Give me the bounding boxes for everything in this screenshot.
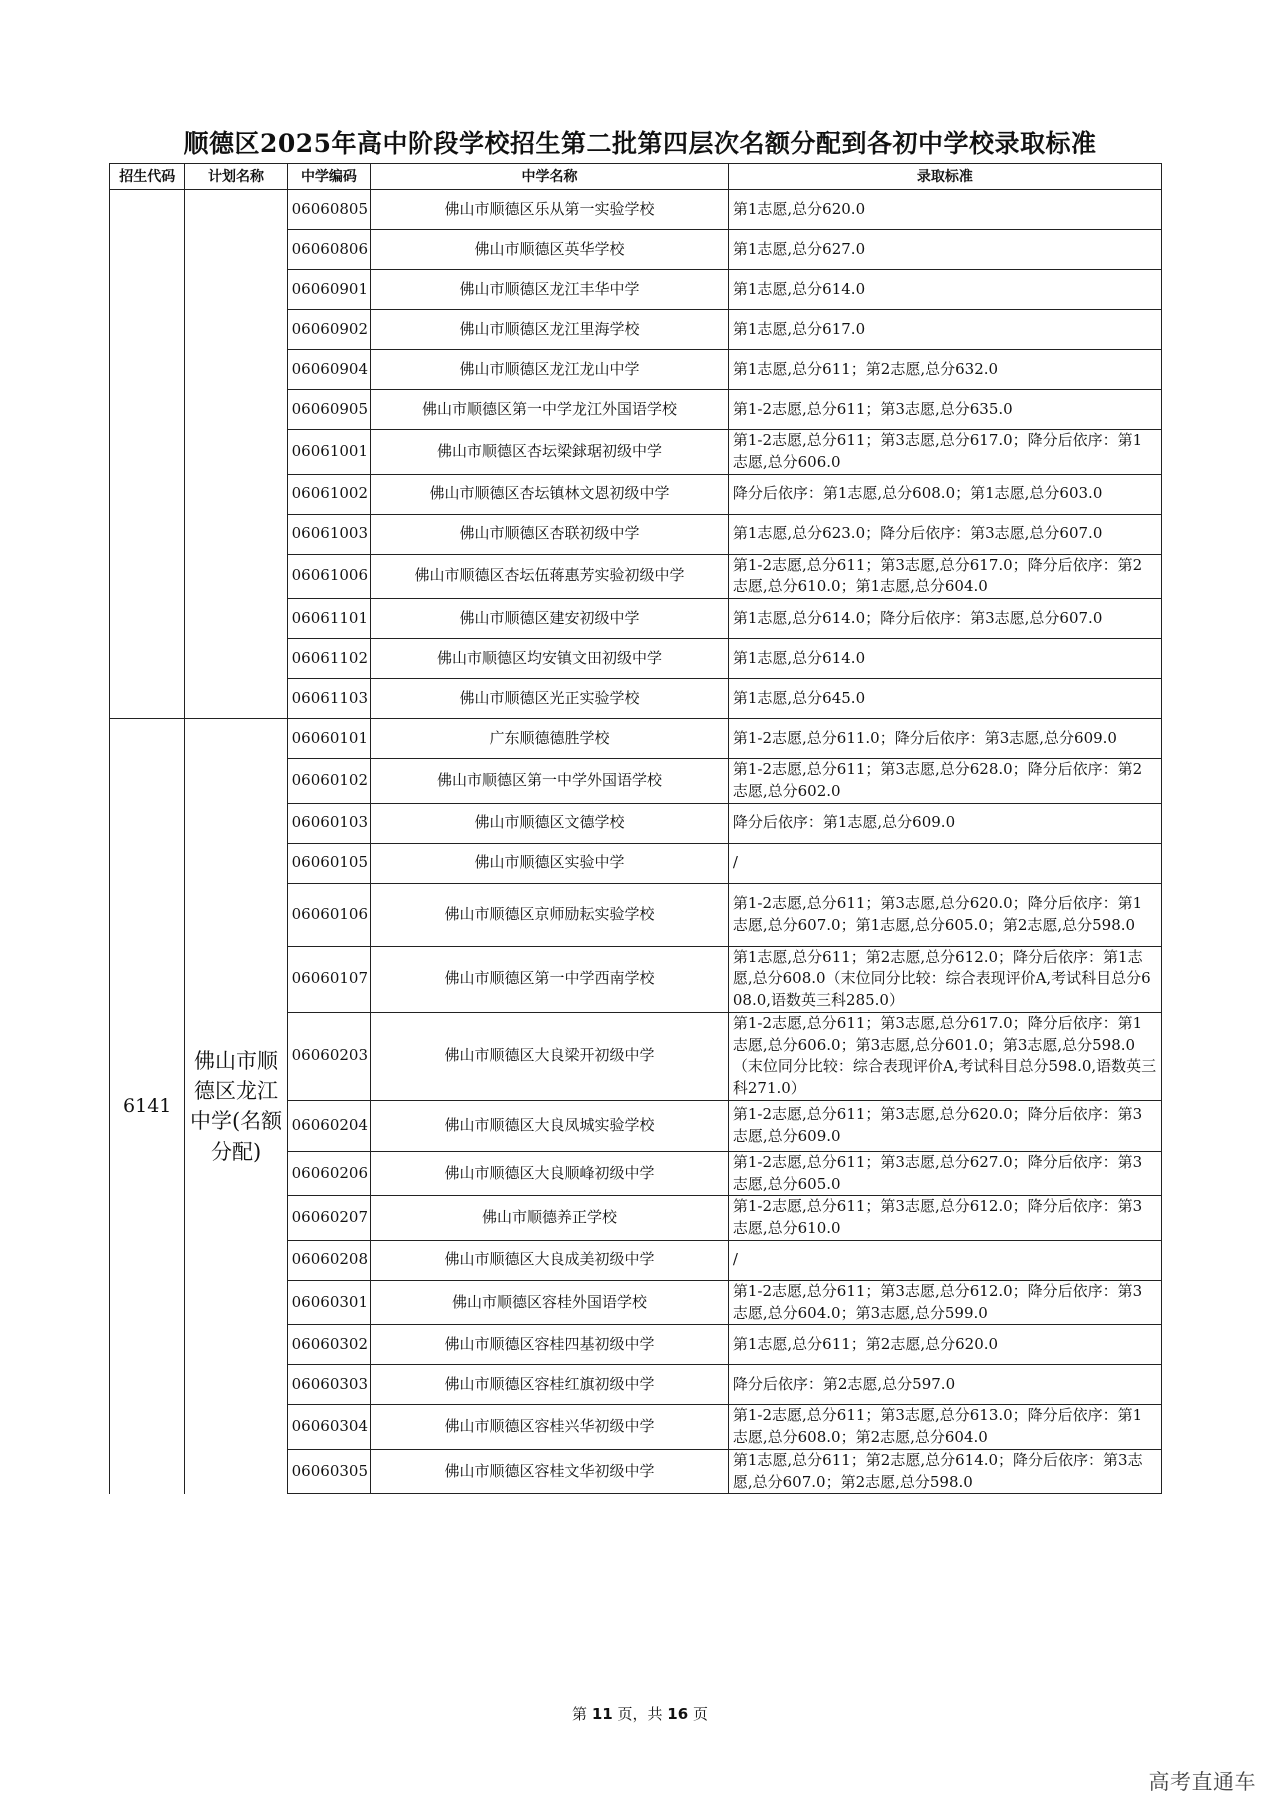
table-row (110, 719, 1162, 759)
school-code-cell: 06060303 (287, 1365, 371, 1405)
criteria-cell: 降分后依序：第1志愿,总分608.0；第1志愿,总分603.0 (728, 474, 1161, 514)
school-code-cell: 06060305 (287, 1449, 371, 1494)
school-code-cell: 06061006 (287, 554, 371, 599)
plan-code-cell (110, 190, 185, 719)
school-name-cell: 佛山市顺德养正学校 (371, 1196, 729, 1241)
school-name-cell: 佛山市顺德区第一中学西南学校 (371, 946, 729, 1012)
school-name-cell: 佛山市顺德区大良梁开初级中学 (371, 1012, 729, 1100)
school-name-cell: 佛山市顺德区杏联初级中学 (371, 514, 729, 554)
criteria-cell: 第1-2志愿,总分611；第3志愿,总分620.0；降分后依序：第3志愿,总分609.0 (728, 1100, 1161, 1151)
school-code-cell: 06060301 (287, 1280, 371, 1325)
criteria-cell: 第1志愿,总分611；第2志愿,总分612.0；降分后依序：第1志愿,总分608.0（末位同分比较：综合表现评价A,考试科目总分608.0,语数英三科285.0） (728, 946, 1161, 1012)
criteria-cell: 第1-2志愿,总分611；第3志愿,总分628.0；降分后依序：第2志愿,总分602.0 (728, 759, 1161, 804)
school-name-cell: 佛山市顺德区实验中学 (371, 843, 729, 883)
school-code-cell: 06060905 (287, 390, 371, 430)
school-name-cell: 佛山市顺德区容桂四基初级中学 (371, 1325, 729, 1365)
criteria-cell: 第1-2志愿,总分611；第3志愿,总分617.0；降分后依序：第1志愿,总分606.0；第3志愿,总分601.0；第3志愿,总分598.0（末位同分比较：综合表现评价A,考试科目总分598.0,语数英三科271.0） (728, 1012, 1161, 1100)
header-plan-code: 招生代码 (110, 164, 185, 190)
criteria-cell: 第1志愿,总分627.0 (728, 230, 1161, 270)
school-name-cell: 佛山市顺德区第一中学龙江外国语学校 (371, 390, 729, 430)
criteria-cell: 第1-2志愿,总分611.0；降分后依序：第3志愿,总分609.0 (728, 719, 1161, 759)
footer-total-pages: 16 (667, 1705, 689, 1723)
school-name-cell: 佛山市顺德区容桂红旗初级中学 (371, 1365, 729, 1405)
school-code-cell: 06061002 (287, 474, 371, 514)
school-name-cell: 佛山市顺德区建安初级中学 (371, 599, 729, 639)
criteria-cell: 第1-2志愿,总分611；第3志愿,总分620.0；降分后依序：第1志愿,总分607.0；第1志愿,总分605.0；第2志愿,总分598.0 (728, 883, 1161, 946)
criteria-cell: 降分后依序：第1志愿,总分609.0 (728, 803, 1161, 843)
school-name-cell: 佛山市顺德区均安镇文田初级中学 (371, 639, 729, 679)
school-code-cell: 06060107 (287, 946, 371, 1012)
school-code-cell: 06060302 (287, 1325, 371, 1365)
school-code-cell: 06060204 (287, 1100, 371, 1151)
school-code-cell: 06060902 (287, 310, 371, 350)
footer-mid: 页，共 (617, 1705, 663, 1723)
school-code-cell: 06060304 (287, 1405, 371, 1450)
criteria-cell: 第1志愿,总分645.0 (728, 679, 1161, 719)
school-code-cell: 06060101 (287, 719, 371, 759)
school-code-cell: 06060103 (287, 803, 371, 843)
school-code-cell: 06060901 (287, 270, 371, 310)
criteria-cell: 第1志愿,总分614.0；降分后依序：第3志愿,总分607.0 (728, 599, 1161, 639)
school-name-cell: 佛山市顺德区乐从第一实验学校 (371, 190, 729, 230)
school-name-cell: 佛山市顺德区大良成美初级中学 (371, 1240, 729, 1280)
table-bottom-gap (109, 1666, 279, 1676)
criteria-cell: 第1-2志愿,总分611；第3志愿,总分617.0；降分后依序：第1志愿,总分606.0 (728, 430, 1161, 475)
watermark-text: 高考直通车 (1148, 1770, 1256, 1794)
school-name-cell: 佛山市顺德区龙江丰华中学 (371, 270, 729, 310)
header-plan-name: 计划名称 (185, 164, 287, 190)
criteria-cell: 第1志愿,总分614.0 (728, 639, 1161, 679)
criteria-cell: 第1志愿,总分611；第2志愿,总分632.0 (728, 350, 1161, 390)
header-criteria: 录取标准 (728, 164, 1161, 190)
school-code-cell: 06060207 (287, 1196, 371, 1241)
criteria-cell: 第1志愿,总分611；第2志愿,总分614.0；降分后依序：第3志愿,总分607.0；第2志愿,总分598.0 (728, 1449, 1161, 1494)
school-name-cell: 佛山市顺德区第一中学外国语学校 (371, 759, 729, 804)
school-code-cell: 06060208 (287, 1240, 371, 1280)
school-code-cell: 06060904 (287, 350, 371, 390)
plan-code-cell: 6141 (110, 719, 185, 1494)
footer-page-number: 11 (591, 1705, 613, 1723)
school-name-cell: 佛山市顺德区容桂外国语学校 (371, 1280, 729, 1325)
plan-name-cell (185, 190, 287, 719)
header-school-name: 中学名称 (371, 164, 729, 190)
school-code-cell: 06060206 (287, 1151, 371, 1196)
criteria-cell: / (728, 1240, 1161, 1280)
school-name-cell: 佛山市顺德区杏坛镇林文恩初级中学 (371, 474, 729, 514)
school-code-cell: 06061103 (287, 679, 371, 719)
school-code-cell: 06060102 (287, 759, 371, 804)
header-school-code: 中学编码 (287, 164, 371, 190)
school-name-cell: 佛山市顺德区龙江龙山中学 (371, 350, 729, 390)
school-code-cell: 06061001 (287, 430, 371, 475)
criteria-cell: 第1-2志愿,总分611；第3志愿,总分612.0；降分后依序：第3志愿,总分610.0 (728, 1196, 1161, 1241)
school-code-cell: 06061101 (287, 599, 371, 639)
criteria-cell: / (728, 843, 1161, 883)
criteria-cell: 第1-2志愿,总分611；第3志愿,总分612.0；降分后依序：第3志愿,总分604.0；第3志愿,总分599.0 (728, 1280, 1161, 1325)
footer-prefix: 第 (572, 1705, 588, 1723)
school-code-cell: 06060806 (287, 230, 371, 270)
school-code-cell: 06061102 (287, 639, 371, 679)
school-name-cell: 佛山市顺德区龙江里海学校 (371, 310, 729, 350)
school-code-cell: 06060805 (287, 190, 371, 230)
criteria-cell: 第1志愿,总分623.0；降分后依序：第3志愿,总分607.0 (728, 514, 1161, 554)
school-name-cell: 佛山市顺德区大良凤城实验学校 (371, 1100, 729, 1151)
criteria-cell: 第1-2志愿,总分611；第3志愿,总分617.0；降分后依序：第2志愿,总分610.0；第1志愿,总分604.0 (728, 554, 1161, 599)
criteria-cell: 第1志愿,总分617.0 (728, 310, 1161, 350)
criteria-cell: 第1-2志愿,总分611；第3志愿,总分635.0 (728, 390, 1161, 430)
school-name-cell: 佛山市顺德区英华学校 (371, 230, 729, 270)
school-code-cell: 06060203 (287, 1012, 371, 1100)
criteria-cell: 第1-2志愿,总分611；第3志愿,总分613.0；降分后依序：第1志愿,总分608.0；第2志愿,总分604.0 (728, 1405, 1161, 1450)
page-footer (0, 1703, 1280, 1724)
criteria-cell: 第1志愿,总分620.0 (728, 190, 1161, 230)
school-name-cell: 佛山市顺德区光正实验学校 (371, 679, 729, 719)
plan-name-cell: 佛山市顺德区龙江中学(名额分配) (185, 719, 287, 1494)
school-name-cell: 广东顺德德胜学校 (371, 719, 729, 759)
school-code-cell: 06060105 (287, 843, 371, 883)
school-name-cell: 佛山市顺德区文德学校 (371, 803, 729, 843)
criteria-cell: 第1-2志愿,总分611；第3志愿,总分627.0；降分后依序：第3志愿,总分605.0 (728, 1151, 1161, 1196)
header-row (110, 164, 1162, 190)
school-name-cell: 佛山市顺德区杏坛梁銶琚初级中学 (371, 430, 729, 475)
school-name-cell: 佛山市顺德区大良顺峰初级中学 (371, 1151, 729, 1196)
criteria-cell: 第1志愿,总分611；第2志愿,总分620.0 (728, 1325, 1161, 1365)
school-name-cell: 佛山市顺德区京师励耘实验学校 (371, 883, 729, 946)
table-row (110, 190, 1162, 230)
school-code-cell: 06061003 (287, 514, 371, 554)
page-title: 顺德区2025年高中阶段学校招生第二批第四层次名额分配到各初中学校录取标准 (183, 129, 1097, 158)
school-code-cell: 06060106 (287, 883, 371, 946)
criteria-cell: 第1志愿,总分614.0 (728, 270, 1161, 310)
school-name-cell: 佛山市顺德区杏坛伍蒋惠芳实验初级中学 (371, 554, 729, 599)
footer-suffix: 页 (692, 1705, 708, 1723)
admission-table (109, 163, 1162, 1494)
criteria-cell: 降分后依序：第2志愿,总分597.0 (728, 1365, 1161, 1405)
school-name-cell: 佛山市顺德区容桂兴华初级中学 (371, 1405, 729, 1450)
school-name-cell: 佛山市顺德区容桂文华初级中学 (371, 1449, 729, 1494)
